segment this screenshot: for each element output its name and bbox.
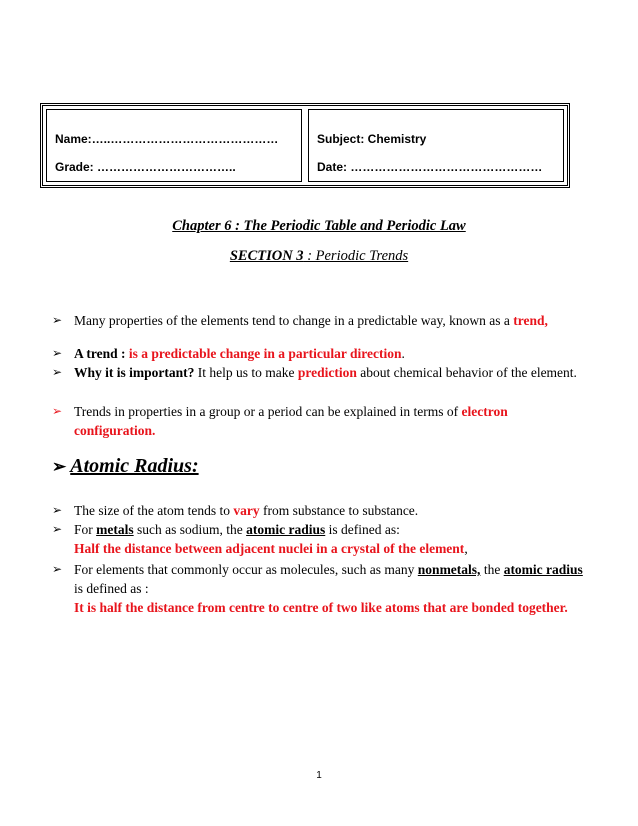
heading-text: Atomic Radius:	[70, 455, 199, 477]
term-metals: metals	[96, 522, 134, 537]
name-field: Name:…..……………………………………	[55, 132, 279, 146]
arrow-bullet-icon: ➢	[52, 365, 63, 379]
section-number: SECTION 3	[229, 248, 304, 264]
student-info-box	[40, 103, 570, 188]
grade-field: Grade: ……………………………..	[55, 160, 236, 174]
arrow-bullet-icon: ➢	[52, 404, 63, 418]
arrow-bullet-icon: ➢	[52, 562, 63, 576]
term-nonmetals: nonmetals,	[417, 562, 481, 577]
bullet-trend	[52, 311, 592, 330]
section-title	[0, 248, 638, 265]
bullet-trend-definition	[52, 344, 592, 363]
bullet-importance	[52, 363, 592, 382]
highlight-text: vary	[233, 503, 260, 518]
subject-field: Subject: Chemistry	[317, 132, 427, 146]
arrow-bullet-icon: ➢	[52, 457, 67, 476]
bullet-electron-configuration	[52, 402, 592, 440]
bullet-label: A trend :	[74, 346, 129, 361]
arrow-bullet-icon: ➢	[52, 313, 63, 327]
bullet-text: The size of the atom tends to	[74, 503, 234, 518]
chapter-title: Chapter 6 : The Periodic Table and Periodic Law	[172, 218, 466, 234]
bullet-text: is defined as:	[325, 522, 400, 537]
arrow-bullet-icon: ➢	[52, 346, 63, 360]
date-field: Date: …………………………………………	[317, 160, 543, 174]
bullet-label: Why it is important?	[74, 365, 195, 380]
arrow-bullet-icon: ➢	[52, 503, 63, 517]
term-atomic-radius: atomic radius	[503, 562, 583, 577]
definition-text: Half the distance between adjacent nuclei in a crystal of the element	[74, 541, 465, 556]
atomic-radius-heading	[52, 455, 199, 478]
bullet-text: For	[74, 522, 97, 537]
bullet-text: Many properties of the elements tend to change in a predictable way, known as a	[74, 313, 514, 328]
highlight-text: electron configuration.	[74, 404, 508, 438]
bullet-metals-radius	[52, 520, 592, 558]
bullet-text: It help us to make	[194, 365, 298, 380]
bullet-text: is defined as :	[74, 581, 149, 596]
bullet-text: from substance to substance.	[259, 503, 419, 518]
highlight-text: prediction	[297, 365, 357, 380]
bullet-text: Trends in properties in a group or a period can be explained in terms of	[74, 404, 462, 419]
bullet-text: For elements that commonly occur as molecules, such as many	[74, 562, 418, 577]
highlight-text: trend,	[513, 313, 548, 328]
arrow-bullet-icon: ➢	[52, 522, 63, 536]
page-number: 1	[316, 770, 322, 781]
student-info-left	[46, 109, 302, 182]
term-atomic-radius: atomic radius	[246, 522, 326, 537]
student-info-right	[308, 109, 564, 182]
bullet-text: ,	[464, 541, 468, 556]
bullet-text: .	[401, 346, 405, 361]
bullet-text: such as sodium, the	[133, 522, 247, 537]
highlight-text: is a predictable change in a particular direction	[128, 346, 402, 361]
bullet-text: the	[480, 562, 504, 577]
section-name: : Periodic Trends	[303, 248, 409, 264]
bullet-text: about chemical behavior of the element.	[356, 365, 577, 380]
definition-text: It is half the distance from centre to centre of two like atoms that are bonded together.	[74, 600, 568, 615]
bullet-atom-size	[52, 501, 592, 520]
bullet-nonmetals-radius	[52, 560, 592, 617]
